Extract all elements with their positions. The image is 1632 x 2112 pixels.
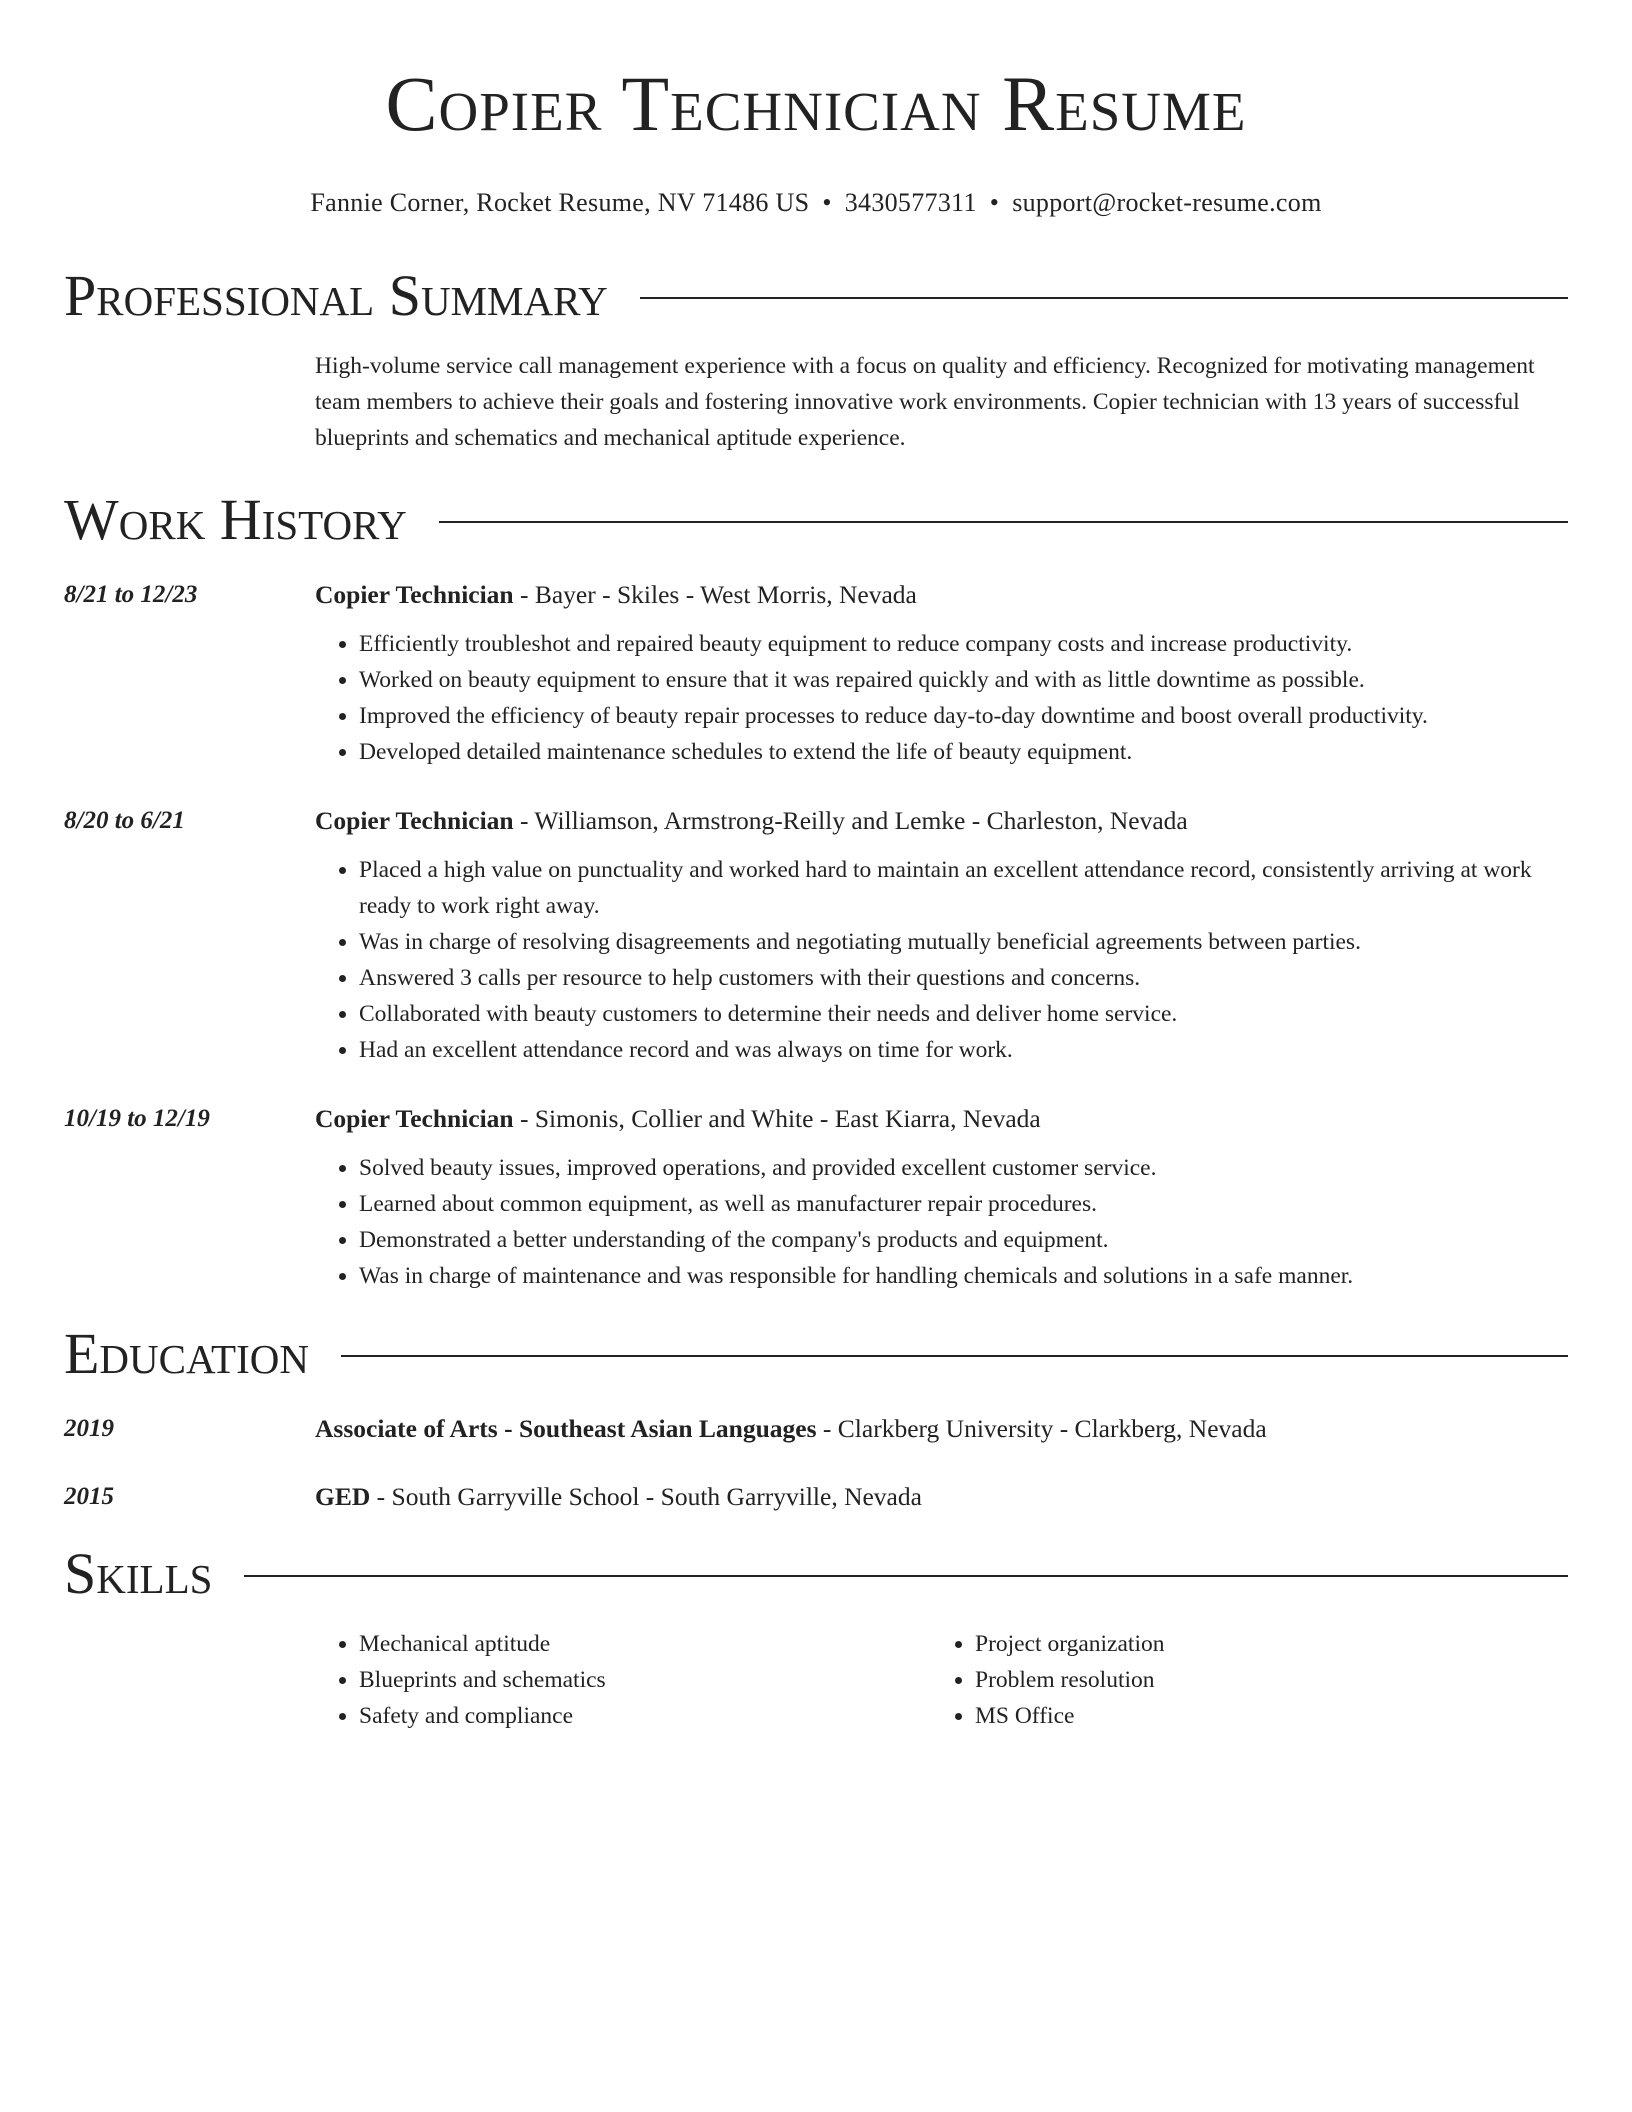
skills-heading: Skills <box>64 1541 213 1606</box>
summary-heading: Professional Summary <box>64 263 608 328</box>
contact-phone: 3430577311 <box>844 188 977 217</box>
work-bullet: • Had an excellent attendance record and was always on time for work. <box>359 1032 1568 1068</box>
section-divider <box>640 297 1568 299</box>
work-role: Copier Technician <box>315 1104 514 1133</box>
section-divider <box>439 521 1568 523</box>
work-bullets <box>315 626 1568 770</box>
work-bullet: • Demonstrated a better understanding of the company's products and equipment. <box>359 1222 1568 1258</box>
work-headline <box>315 1102 1568 1136</box>
work-bullet: • Learned about common equipment, as well as manufacturer repair procedures. <box>359 1186 1568 1222</box>
education-section-heading <box>64 1320 1568 1388</box>
work-role: Copier Technician <box>315 806 514 835</box>
contact-separator: • <box>989 188 1000 217</box>
contact-separator: • <box>822 188 832 217</box>
education-heading: Education <box>64 1321 309 1386</box>
education-degree: Associate of Arts - Southeast Asian Languages <box>315 1414 817 1443</box>
skill-item: • Project organization <box>975 1626 1164 1662</box>
work-heading: Work History <box>64 487 407 552</box>
education-year: 2019 <box>64 1415 114 1442</box>
work-headline <box>315 804 1568 838</box>
work-body <box>315 1102 1568 1294</box>
education-entry <box>64 1480 1568 1514</box>
resume-page <box>64 0 1568 1734</box>
skill-item: • Blueprints and schematics <box>359 1662 931 1698</box>
work-body <box>315 578 1568 770</box>
summary-text: High-volume service call management experience with a focus on quality and efficiency. Recognized for motivating management team members to achieve their goals and fostering innovative work environments. Copier technician with 13 years of successful blueprints and schematics and mechanical aptitude experience. <box>315 353 1535 451</box>
work-details: - Williamson, Armstrong-Reilly and Lemke - Charleston, Nevada <box>513 806 1188 835</box>
work-bullet: • Collaborated with beauty customers to determine their needs and deliver home service. <box>359 996 1568 1032</box>
education-entry <box>64 1412 1568 1446</box>
work-section-heading <box>64 486 1568 554</box>
work-bullet: • Answered 3 calls per resource to help customers with their questions and concerns. <box>359 960 1568 996</box>
education-body <box>315 1480 1568 1514</box>
work-bullets <box>315 852 1568 1068</box>
work-bullet: • Placed a high value on punctuality and worked hard to maintain an excellent attendance record, consistently arriving at work ready to work right away. <box>359 852 1568 924</box>
contact-email: support@rocket-resume.com <box>1012 188 1322 217</box>
skills-section-heading <box>64 1540 1568 1608</box>
work-entry <box>64 578 1568 770</box>
education-headline <box>315 1412 1568 1446</box>
summary-section-heading <box>64 262 1568 330</box>
skill-item: • Problem resolution <box>975 1662 1164 1698</box>
work-body <box>315 804 1568 1068</box>
skill-item: • Mechanical aptitude <box>359 1626 931 1662</box>
work-details: - Bayer - Skiles - West Morris, Nevada <box>513 580 917 609</box>
work-entry <box>64 804 1568 1068</box>
skills-list <box>315 1626 1568 1734</box>
work-details: - Simonis, Collier and White - East Kiarra, Nevada <box>513 1104 1041 1133</box>
education-details: - Clarkberg University - Clarkberg, Nevada <box>816 1414 1267 1443</box>
resume-title: Copier Technician Resume <box>385 60 1247 147</box>
work-bullet: • Efficiently troubleshot and repaired beauty equipment to reduce company costs and increase productivity. <box>359 626 1568 662</box>
work-bullet: • Was in charge of resolving disagreements and negotiating mutually beneficial agreements between parties. <box>359 924 1568 960</box>
work-bullets <box>315 1150 1568 1294</box>
education-details: - South Garryville School - South Garryville, Nevada <box>370 1482 922 1511</box>
work-entry <box>64 1102 1568 1294</box>
work-bullet: • Developed detailed maintenance schedules to extend the life of beauty equipment. <box>359 734 1568 770</box>
section-divider <box>244 1575 1568 1577</box>
work-bullet: • Improved the efficiency of beauty repair processes to reduce day-to-day downtime and boost overall productivity. <box>359 698 1568 734</box>
work-bullet: • Solved beauty issues, improved operations, and provided excellent customer service. <box>359 1150 1568 1186</box>
work-dates: 8/20 to 6/21 <box>64 807 185 834</box>
work-dates: 8/21 to 12/23 <box>64 581 198 608</box>
contact-address: Fannie Corner, Rocket Resume, NV 71486 US <box>310 188 810 217</box>
education-year: 2015 <box>64 1483 114 1510</box>
education-degree: GED <box>315 1482 371 1511</box>
contact-line <box>64 186 1568 220</box>
skill-item: • MS Office <box>975 1698 1164 1734</box>
work-bullet: • Worked on beauty equipment to ensure that it was repaired quickly and with as little downtime as possible. <box>359 662 1568 698</box>
work-dates: 10/19 to 12/19 <box>64 1105 210 1132</box>
section-divider <box>341 1355 1568 1357</box>
skills-column-left <box>315 1626 931 1734</box>
work-role: Copier Technician <box>315 580 514 609</box>
education-headline <box>315 1480 1568 1514</box>
skill-item: • Safety and compliance <box>359 1698 931 1734</box>
work-bullet: • Was in charge of maintenance and was responsible for handling chemicals and solutions in a safe manner. <box>359 1258 1568 1294</box>
education-body <box>315 1412 1568 1446</box>
work-headline <box>315 578 1568 612</box>
skills-column-right <box>931 1626 1164 1734</box>
